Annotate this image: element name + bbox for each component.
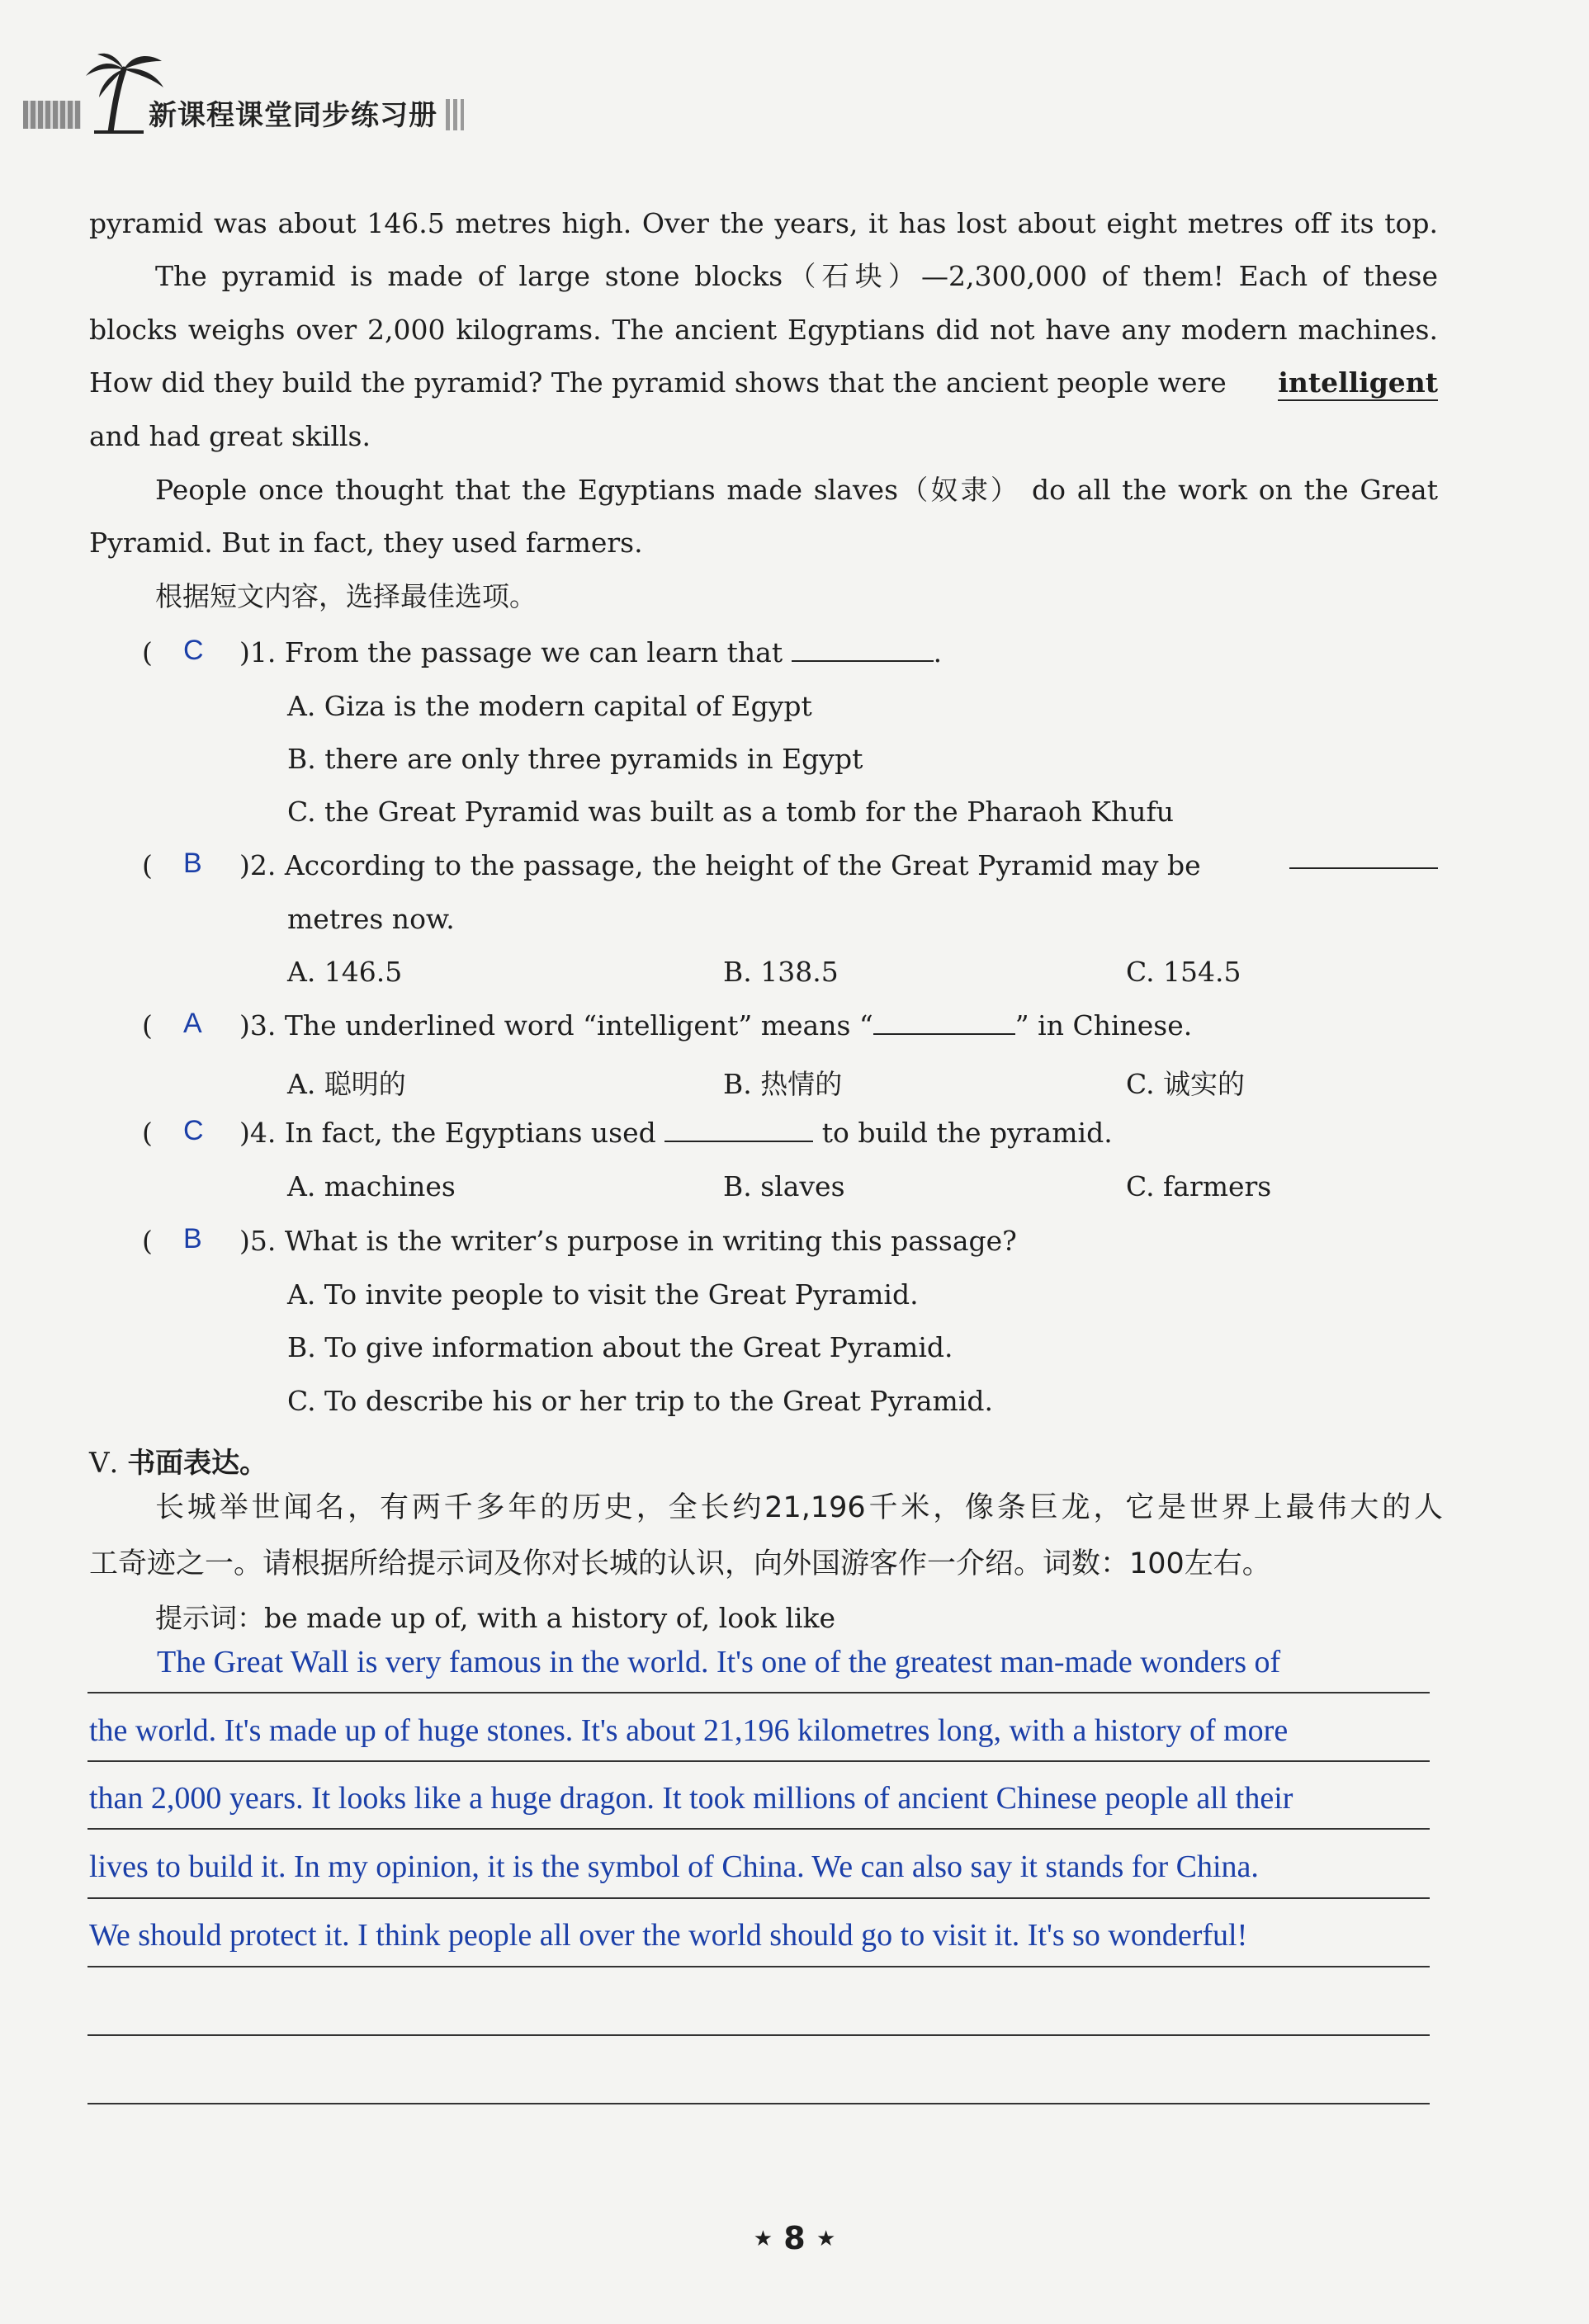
option: C. To describe his or her trip to the Great Pyramid. <box>287 1385 994 1417</box>
option: A. 聪明的 <box>287 1068 406 1100</box>
question-text-end: to build the pyramid. <box>813 1117 1113 1149</box>
page-number <box>0 2220 1589 2256</box>
book-title: 新课程课堂同步练习册 <box>149 99 437 132</box>
writing-rule <box>87 1966 1430 1967</box>
star-icon: ★ <box>816 2227 836 2251</box>
question-continuation: metres now. <box>287 903 455 935</box>
essay-line: the world. It's made up of huge stones. It's about 21,196 kilometres long, with a history of more <box>89 1713 1289 1748</box>
instruction: 根据短文内容，选择最佳选项。 <box>155 580 537 612</box>
question-text: )1. From the passage we can learn that <box>239 636 792 668</box>
option: B. there are only three pyramids in Egypt <box>287 743 863 775</box>
question-text: )4. In fact, the Egyptians used <box>239 1117 665 1149</box>
section-title: 书面表达。 <box>127 1447 268 1480</box>
writing-rule <box>87 1828 1430 1830</box>
question-5 <box>142 1225 1017 1257</box>
answer-paren: ( C <box>142 635 204 668</box>
writing-rule <box>87 2034 1430 2036</box>
passage-line-4 <box>89 366 1438 401</box>
answer-blank <box>1289 849 1438 869</box>
option: C. 诚实的 <box>1126 1068 1246 1100</box>
passage-line-6: People once thought that the Egyptians made slaves（奴隶） do all the work on the Great <box>155 474 1438 506</box>
option: B. 热情的 <box>723 1068 843 1100</box>
option: B. slaves <box>723 1170 845 1202</box>
answer-mark: B <box>183 848 202 879</box>
option: A. 146.5 <box>287 956 403 988</box>
passage-line-4-text: How did they build the pyramid? The pyramid shows that the ancient people were <box>89 366 1227 399</box>
writing-prompt-1: 长城举世闻名，有两千多年的历史，全长约21,196千米，像条巨龙，它是世界上最伟大的人 <box>155 1491 1443 1524</box>
writing-rule <box>87 1692 1430 1693</box>
passage-line-2: The pyramid is made of large stone blocks（石块）—2,300,000 of them! Each of these <box>155 260 1438 292</box>
essay-line: than 2,000 years. It looks like a huge dragon. It took millions of ancient Chinese people all their <box>89 1781 1293 1816</box>
section-numeral: Ⅴ. <box>89 1447 119 1480</box>
question-4 <box>142 1117 1113 1149</box>
answer-mark: C <box>183 1115 204 1146</box>
header-end-stripes <box>446 99 464 130</box>
answer-paren: ( B <box>142 848 202 881</box>
question-text-end: . <box>933 636 943 668</box>
page-header <box>23 51 485 134</box>
option: A. machines <box>287 1170 456 1202</box>
answer-paren: ( B <box>142 1223 202 1257</box>
question-text: )3. The underlined word “intelligent” means “ <box>239 1009 873 1042</box>
answer-mark: C <box>183 635 204 666</box>
option: C. 154.5 <box>1126 956 1241 988</box>
writing-rule <box>87 2103 1430 2104</box>
option: A. Giza is the modern capital of Egypt <box>287 690 812 722</box>
passage-line-7: Pyramid. But in fact, they used farmers. <box>89 527 643 559</box>
section-heading <box>89 1440 267 1481</box>
question-3 <box>142 1009 1192 1042</box>
option: B. To give information about the Great Pyramid. <box>287 1331 953 1363</box>
essay-line: lives to build it. In my opinion, it is the symbol of China. We can also say it stands for China. <box>89 1849 1259 1884</box>
hint-words: 提示词：be made up of, with a history of, look like <box>155 1602 836 1634</box>
answer-mark: B <box>183 1223 202 1254</box>
option: C. farmers <box>1126 1170 1272 1202</box>
option: B. 138.5 <box>723 956 839 988</box>
star-icon: ★ <box>753 2227 773 2251</box>
answer-paren: ( C <box>142 1115 204 1149</box>
question-1 <box>142 636 942 668</box>
question-text-end: ” in Chinese. <box>1014 1009 1193 1042</box>
header-stripe-bar <box>23 101 81 129</box>
question-text: )5. What is the writer’s purpose in writing this passage? <box>239 1225 1017 1257</box>
writing-prompt-2: 工奇迹之一。请根据所给提示词及你对长城的认识，向外国游客作一介绍。词数：100左右。 <box>89 1547 1271 1580</box>
passage-line-1: pyramid was about 146.5 metres high. Over the years, it has lost about eight metres off its top. <box>89 207 1438 239</box>
answer-mark: A <box>183 1008 202 1039</box>
passage-line-5: and had great skills. <box>89 420 371 452</box>
answer-blank <box>873 1015 1015 1035</box>
passage-line-3: blocks weighs over 2,000 kilograms. The ancient Egyptians did not have any modern machines. <box>89 314 1438 346</box>
answer-paren: ( A <box>142 1008 202 1042</box>
writing-rule <box>87 1760 1430 1762</box>
underlined-word: intelligent <box>1278 369 1438 401</box>
option: A. To invite people to visit the Great Pyramid. <box>287 1278 919 1311</box>
essay-line: The Great Wall is very famous in the world. It's one of the greatest man-made wonders of <box>157 1645 1281 1679</box>
writing-rule <box>87 1897 1430 1899</box>
option: C. the Great Pyramid was built as a tomb for the Pharaoh Khufu <box>287 796 1175 828</box>
page-number-value: 8 <box>783 2220 806 2256</box>
essay-line: We should protect it. I think people all over the world should go to visit it. It's so wonderful! <box>89 1918 1248 1953</box>
answer-blank <box>664 1122 813 1142</box>
answer-blank <box>792 642 934 662</box>
question-2 <box>142 849 1438 881</box>
question-text: )2. According to the passage, the height of the Great Pyramid may be <box>239 849 1201 881</box>
